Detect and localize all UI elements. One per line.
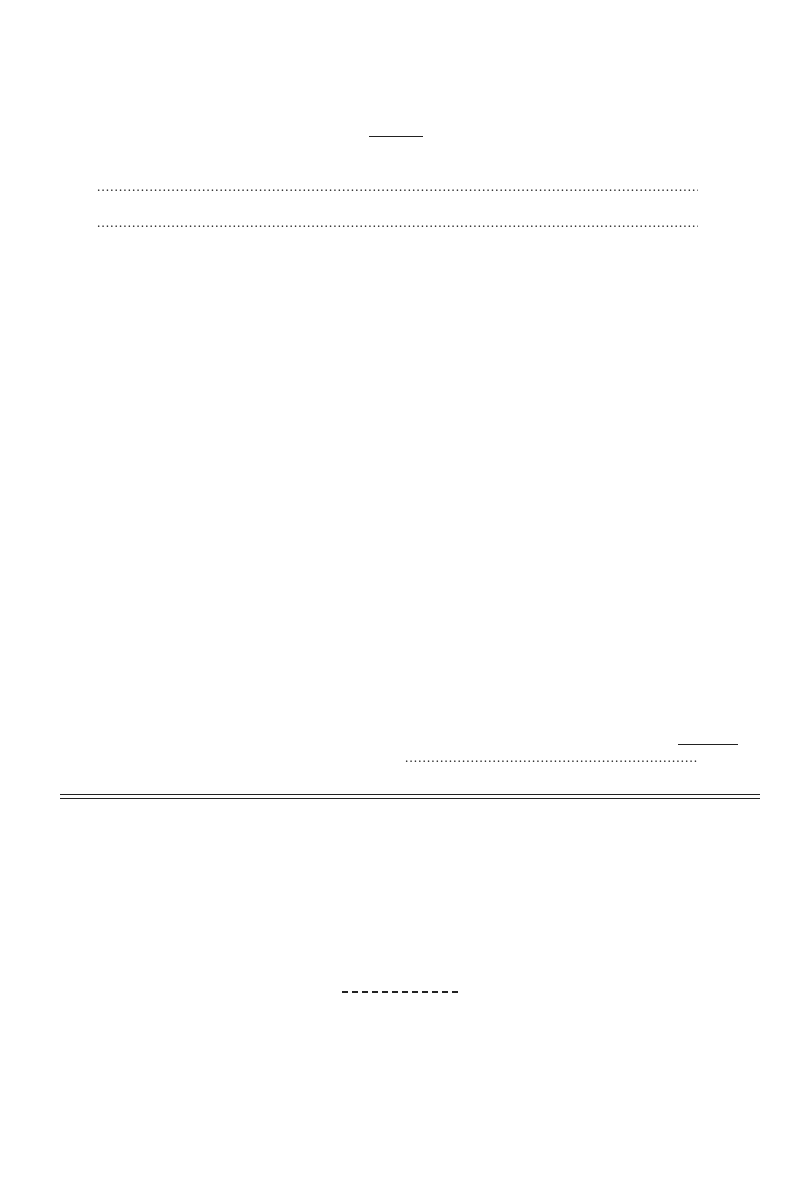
total-value <box>698 750 738 766</box>
count-value <box>698 178 738 196</box>
total-rule <box>678 744 738 745</box>
paragraph-in4 <box>74 214 738 232</box>
count-value <box>698 214 738 232</box>
end-ornament <box>342 991 458 993</box>
paragraph-in8 <box>74 178 738 196</box>
total-row <box>402 750 738 766</box>
section-rule <box>60 794 760 795</box>
section-rule <box>60 798 760 799</box>
title-rule <box>369 136 423 137</box>
